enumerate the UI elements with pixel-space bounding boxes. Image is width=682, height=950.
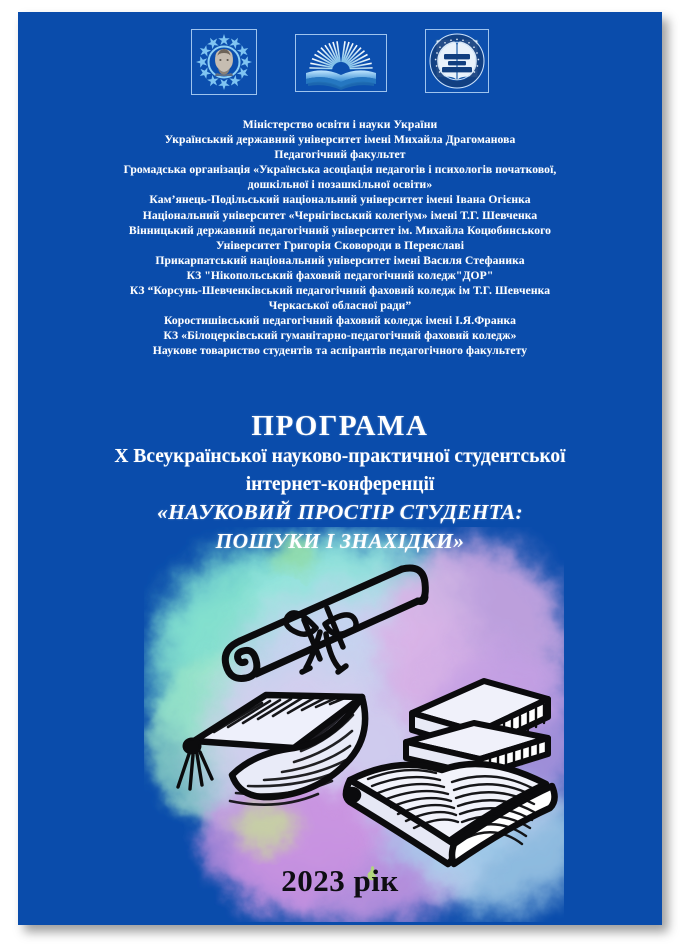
drahomanov-portrait-emblem-icon: [191, 29, 257, 95]
organization-line: дошкільної і позашкільної освіти»: [247, 178, 433, 192]
subtitle-line-1: X Всеукраїнської науково-практичної студентської: [114, 446, 566, 467]
title-block: [18, 410, 662, 555]
organization-line: КЗ «Білоцерківський гуманітарно-педагогічний фаховий коледж»: [163, 329, 517, 343]
organization-line: Прикарпатський національний університет імені Василя Стефаника: [155, 253, 525, 267]
organization-line: Український державний університет імені Михайла Драгоманова: [164, 133, 516, 147]
organization-line: Вінницький державний педагогічний університет ім. Михайла Коцюбинського: [128, 223, 552, 237]
conference-name-line-1: «НАУКОВИЙ ПРОСТІР СТУДЕНТА:: [157, 500, 523, 524]
organization-line: Наукове товариство студентів та аспірантів педагогічного факультету: [152, 344, 528, 358]
circular-seal-emblem-icon: [425, 29, 489, 93]
year-label: 2023 рік: [281, 863, 399, 898]
organization-line: Черкаської обласної ради”: [268, 299, 412, 313]
organization-list: [30, 117, 650, 359]
page-title: ПРОГРАМА: [251, 410, 429, 442]
organization-line: Національний університет «Чернігівський колегіум» імені Т.Г. Шевченка: [142, 208, 538, 222]
graduation-cap-icon: [178, 695, 365, 805]
organization-line: КЗ “Корсунь-Шевченківський педагогічний фаховий коледж ім Т.Г. Шевченка: [129, 284, 551, 298]
organization-line: Кам’янець-Подільський національний університет імені Івана Огієнка: [149, 193, 531, 207]
open-book-sunrise-emblem-icon: [295, 34, 387, 92]
organization-line: Коростишівський педагогічний фаховий коледж імені І.Я.Франка: [163, 314, 517, 328]
conference-name-line-2: ПОШУКИ І ЗНАХІДКИ»: [215, 529, 465, 553]
cover-sheet: [18, 12, 662, 925]
organization-line: Громадська організація «Українська асоціація педагогів і психологів початкової,: [123, 163, 557, 177]
stacked-books-icon: [344, 681, 555, 864]
organization-line: КЗ "Нікопольський фаховий педагогічний коледж"ДОР": [186, 268, 494, 282]
organization-line: Міністерство освіти і науки України: [242, 118, 438, 131]
logo-row: [18, 29, 662, 105]
subtitle-line-2: інтернет-конференції: [245, 473, 435, 495]
organization-line: Педагогічний факультет: [274, 148, 406, 162]
organization-line: Університет Григорія Сковороди в Переяславі: [215, 238, 465, 252]
